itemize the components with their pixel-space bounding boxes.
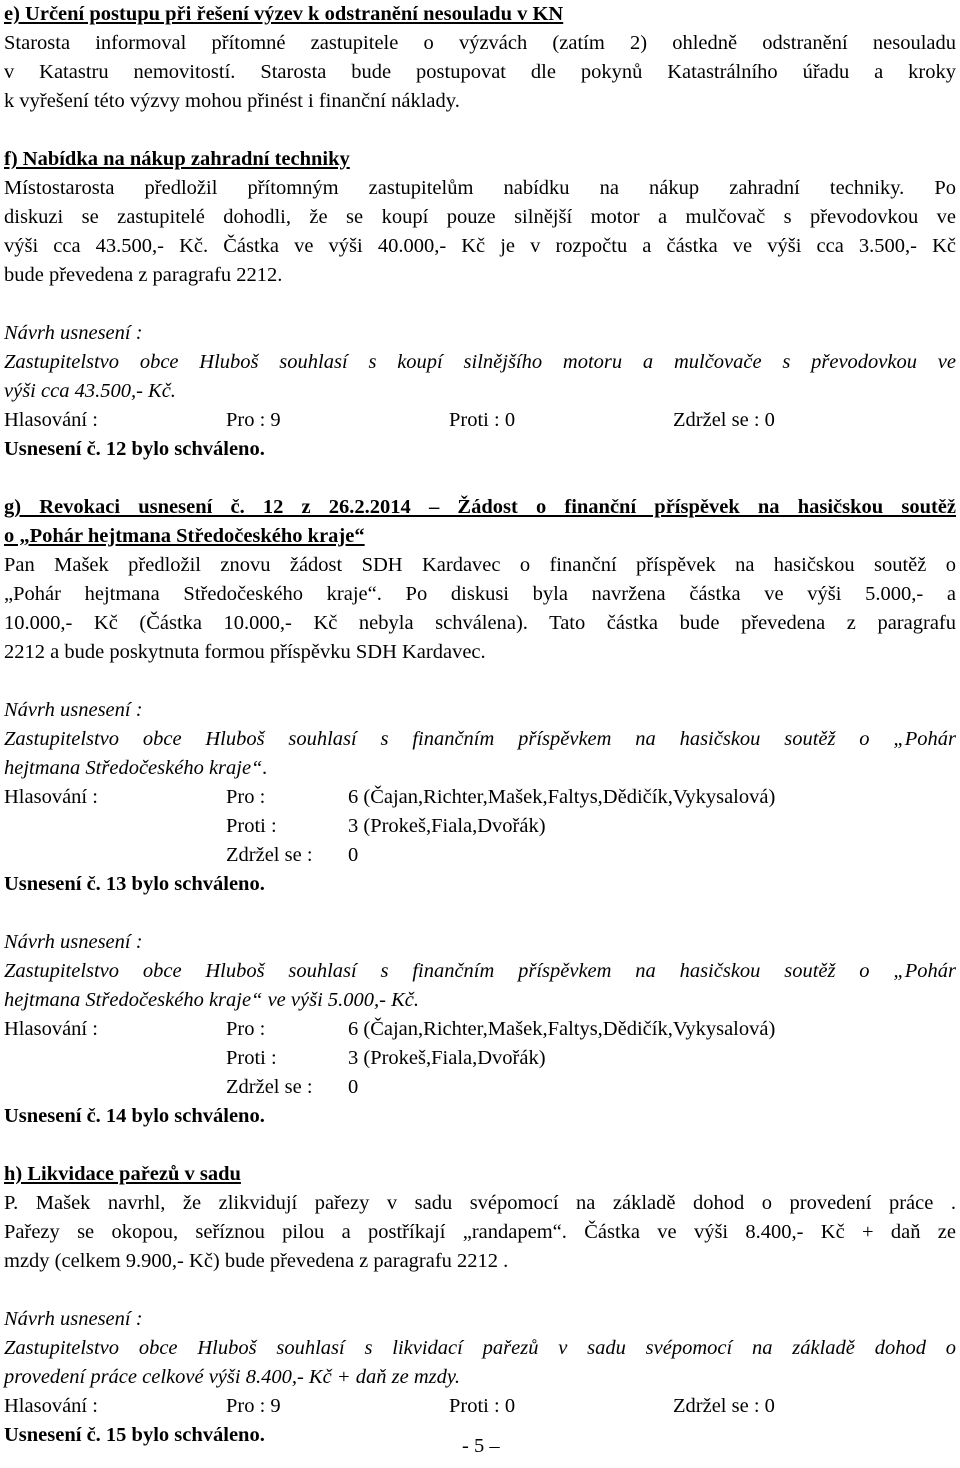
vote-proti-value: 3 (Prokeš,Fiala,Dvořák) [348, 1047, 546, 1069]
section-f-text-line: Místostarosta předložil přítomným zastupitelům nabídku na nákup zahradní techniky. Po [4, 177, 956, 199]
vote-pro-label: Pro : [226, 1018, 266, 1040]
section-e-text-line: Starosta informoval přítomné zastupitele o výzvách (zatím 2) ohledně odstranění nesouladu [4, 32, 956, 54]
vote-zdrzel-label: Zdržel se : [226, 1076, 313, 1098]
vote-pro: Pro : 9 [226, 409, 281, 431]
section-h-heading: h) Likvidace pařezů v sadu [4, 1163, 241, 1185]
vote-label: Hlasování : [4, 1018, 98, 1040]
vote-pro-value: 6 (Čajan,Richter,Mašek,Faltys,Dědičík,Vykysalová) [348, 786, 776, 808]
vote-row [4, 841, 956, 870]
resolution-result: Usnesení č. 12 bylo schváleno. [4, 438, 265, 460]
section-f-heading: f) Nabídka na nákup zahradní techniky [4, 148, 350, 170]
vote-proti: Proti : 0 [449, 409, 516, 431]
section-g-text-line: „Pohár hejtmana Středočeského kraje“. Po diskusi byla navržena částka ve výši 5.000,- a [4, 583, 956, 605]
section-f-text-line: bude převedena z paragrafu 2212. [4, 264, 283, 286]
proposal-text-line: hejtmana Středočeského kraje“. [4, 757, 268, 779]
document-page [4, 0, 956, 1450]
proposal-text-line: hejtmana Středočeského kraje“ ve výši 5.000,- Kč. [4, 989, 420, 1011]
vote-row [4, 1015, 956, 1044]
section-g-heading: g) Revokaci usnesení č. 12 z 26.2.2014 – Žádost o finanční příspěvek na hasičskou soutěž [4, 496, 956, 518]
proposal-label: Návrh usnesení : [4, 1308, 143, 1330]
page-number: - 5 – [462, 1435, 500, 1457]
section-e-text-line: v Katastru nemovitostí. Starosta bude postupovat dle pokynů Katastrálního úřadu a kroky [4, 61, 956, 83]
section-g-heading: o „Pohár hejtmana Středočeského kraje“ [4, 525, 365, 547]
vote-label: Hlasování : [4, 786, 98, 808]
vote-label: Hlasování : [4, 1395, 98, 1417]
section-g-text-line: 10.000,- Kč (Částka 10.000,- Kč nebyla schválena). Tato částka bude převedena z paragrafu [4, 612, 956, 634]
vote-pro-label: Pro : [226, 786, 266, 808]
vote-row [4, 812, 956, 841]
vote-row [4, 406, 956, 435]
proposal-text-line: Zastupitelstvo obce Hluboš souhlasí s finančním příspěvkem na hasičskou soutěž o „Pohár [4, 960, 956, 982]
section-f-text-line: výši cca 43.500,- Kč. Částka ve výši 40.000,- Kč je v rozpočtu a částka ve výši cca 3.500,- Kč [4, 235, 956, 257]
resolution-result: Usnesení č. 15 bylo schváleno. [4, 1424, 265, 1446]
proposal-text-line: Zastupitelstvo obce Hluboš souhlasí s finančním příspěvkem na hasičskou soutěž o „Pohár [4, 728, 956, 750]
vote-zdrzel: Zdržel se : 0 [673, 1395, 775, 1417]
vote-row [4, 1073, 956, 1102]
vote-proti-value: 3 (Prokeš,Fiala,Dvořák) [348, 815, 546, 837]
vote-zdrzel-value: 0 [348, 1076, 359, 1098]
vote-pro-value: 6 (Čajan,Richter,Mašek,Faltys,Dědičík,Vykysalová) [348, 1018, 776, 1040]
proposal-text-line: provedení práce celkové výši 8.400,- Kč + daň ze mzdy. [4, 1366, 460, 1388]
resolution-result: Usnesení č. 13 bylo schváleno. [4, 873, 265, 895]
section-h-text-line: mzdy (celkem 9.900,- Kč) bude převedena z paragrafu 2212 . [4, 1250, 509, 1272]
section-g-text-line: 2212 a bude poskytnuta formou příspěvku SDH Kardavec. [4, 641, 486, 663]
section-h-text-line: Pařezy se okopou, seříznou pilou a postříkají „randapem“. Částka ve výši 8.400,- Kč + daň ze [4, 1221, 956, 1243]
vote-proti-label: Proti : [226, 815, 277, 837]
vote-row [4, 1044, 956, 1073]
vote-pro: Pro : 9 [226, 1395, 281, 1417]
resolution-result: Usnesení č. 14 bylo schváleno. [4, 1105, 265, 1127]
proposal-label: Návrh usnesení : [4, 931, 143, 953]
proposal-label: Návrh usnesení : [4, 322, 143, 344]
section-g-text-line: Pan Mašek předložil znovu žádost SDH Kardavec o finanční příspěvek na hasičskou soutěž o [4, 554, 956, 576]
proposal-text-line: výši cca 43.500,- Kč. [4, 380, 176, 402]
proposal-text-line: Zastupitelstvo obce Hluboš souhlasí s koupí silnějšího motoru a mulčovače s převodovkou ve [4, 351, 956, 373]
vote-row [4, 783, 956, 812]
vote-zdrzel-label: Zdržel se : [226, 844, 313, 866]
vote-zdrzel: Zdržel se : 0 [673, 409, 775, 431]
vote-row [4, 1392, 956, 1421]
section-e-heading: e) Určení postupu při řešení výzev k odstranění nesouladu v KN [4, 3, 564, 25]
proposal-label: Návrh usnesení : [4, 699, 143, 721]
section-h-text-line: P. Mašek navrhl, že zlikvidují pařezy v sadu svépomocí na základě dohod o provedení práce . [4, 1192, 956, 1214]
vote-proti-label: Proti : [226, 1047, 277, 1069]
section-e-text-line: k vyřešení této výzvy mohou přinést i finanční náklady. [4, 90, 460, 112]
section-f-text-line: diskuzi se zastupitelé dohodli, že se koupí pouze silnější motor a mulčovač s převodovkou ve [4, 206, 956, 228]
vote-proti: Proti : 0 [449, 1395, 516, 1417]
vote-zdrzel-value: 0 [348, 844, 359, 866]
proposal-text-line: Zastupitelstvo obce Hluboš souhlasí s likvidací pařezů v sadu svépomocí na základě dohod o [4, 1337, 956, 1359]
vote-label: Hlasování : [4, 409, 98, 431]
